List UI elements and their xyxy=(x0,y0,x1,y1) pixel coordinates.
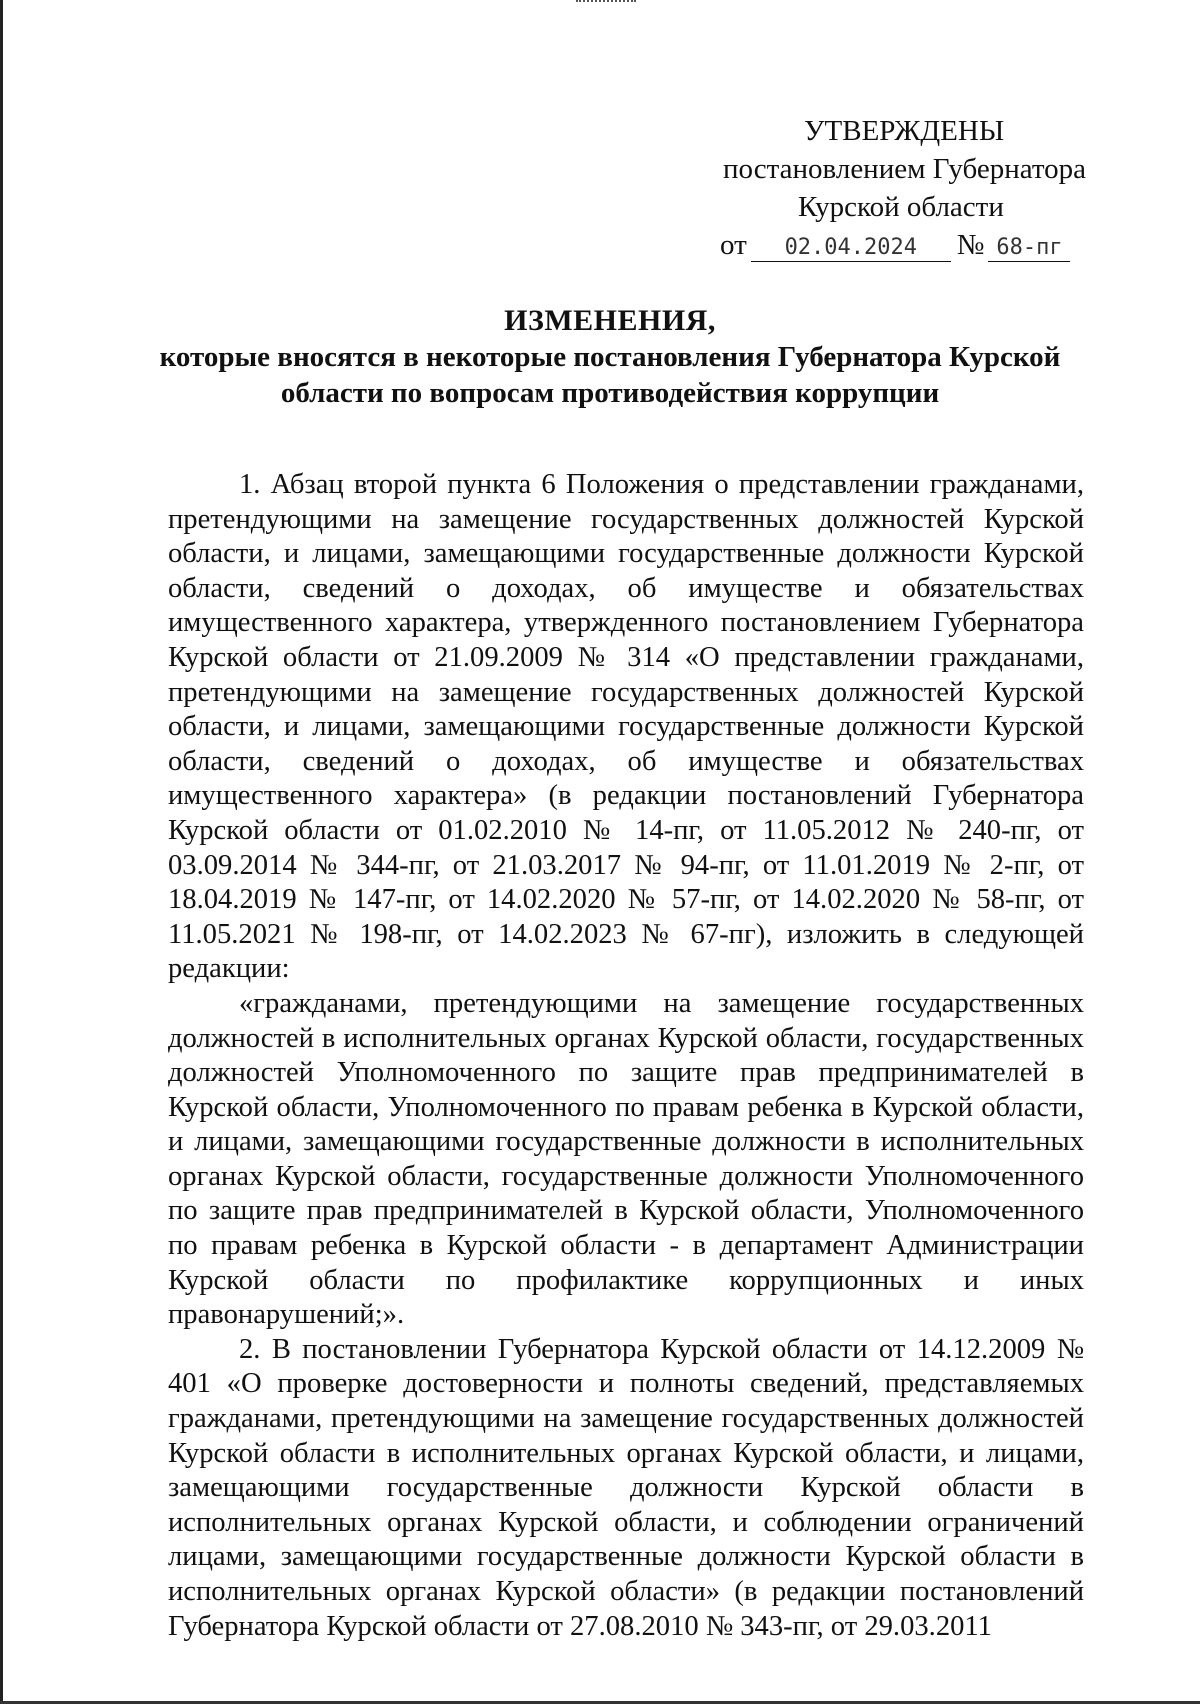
paragraph-item-2: 2. В постановлении Губернатора Курской области от 14.12.2009 № 401 «О проверке достоверности и полноты сведений, представляемых гражданами, претендующими на замещение государственных должностей Курской области в исполнительных органах Курской области, и лицами, замещающими государственные должности Курской области в исполнительных органах Курской области, и соблюдении ограничений лицами, замещающими государственные должности Курской области в исполнительных органах Курской области» (в редакции постановлений Губернатора Курской области от 27.08.2010 № 343-пг, от 29.03.2011 xyxy=(168,1333,1084,1642)
document-subtitle-line-1: которые вносятся в некоторые постановления Губернатора Курской xyxy=(159,341,1061,373)
date-prefix: от xyxy=(720,229,747,261)
paragraph-quoted-text: «гражданами, претендующими на замещение государственных должностей в исполнительных органах Курской области, государственных должностей Уполномоченного по защите прав предпринимателей в Курской области, Уполномоченного по правам ребенка в Курской области, и лицами, замещающими государственные должности в исполнительных органах Курской области, государственные должности Уполномоченного по защите прав предпринимателей в Курской области, Уполномоченного по правам ребенка в Курской области - в департамент Администрации Курской области по профилактике коррупционных и иных правонарушений;». xyxy=(168,987,1084,1331)
document-body xyxy=(168,468,1084,1644)
decree-date: 02.04.2024 xyxy=(751,235,951,262)
decree-number: 68-пг xyxy=(988,235,1070,262)
document-subtitle-line-2: области по вопросам противодействия коррупции xyxy=(280,377,940,409)
number-prefix: № xyxy=(956,229,985,261)
scan-left-edge xyxy=(0,0,3,1704)
approval-block xyxy=(700,112,1100,264)
approval-date-line xyxy=(700,226,1100,264)
paragraph-item-1: 1. Абзац второй пункта 6 Положения о представлении гражданами, претендующими на замещение государственных должностей Курской области, и лицами, замещающими государственные должности Курской области, сведений о доходах, об имуществе и обязательствах имущественного характера, утвержденного постановлением Губернатора Курской области от 21.09.2009 № 314 «О представлении гражданами, претендующими на замещение государственных должностей Курской области, и лицами, замещающими государственные должности Курской области, сведений о доходах, об имуществе и обязательствах имущественного характера» (в редакции постановлений Губернатора Курской области от 01.02.2010 № 14-пг, от 11.05.2012 № 240-пг, от 03.09.2014 № 344-пг, от 21.03.2017 № 94-пг, от 11.01.2019 № 2-пг, от 18.04.2019 № 147-пг, от 14.02.2020 № 57-пг, от 14.02.2020 № 58-пг, от 11.05.2021 № 198-пг, от 14.02.2023 № 67-пг), изложить в следующей редакции: xyxy=(168,469,1084,985)
approval-heading: УТВЕРЖДЕНЫ xyxy=(804,115,1005,147)
title-block xyxy=(150,303,1070,411)
document-title: ИЗМЕНЕНИЯ, xyxy=(504,304,716,337)
approval-region-line: Курской области xyxy=(798,191,1004,223)
approval-by-line: постановлением Губернатора xyxy=(723,153,1087,185)
scan-top-mark xyxy=(576,0,636,5)
